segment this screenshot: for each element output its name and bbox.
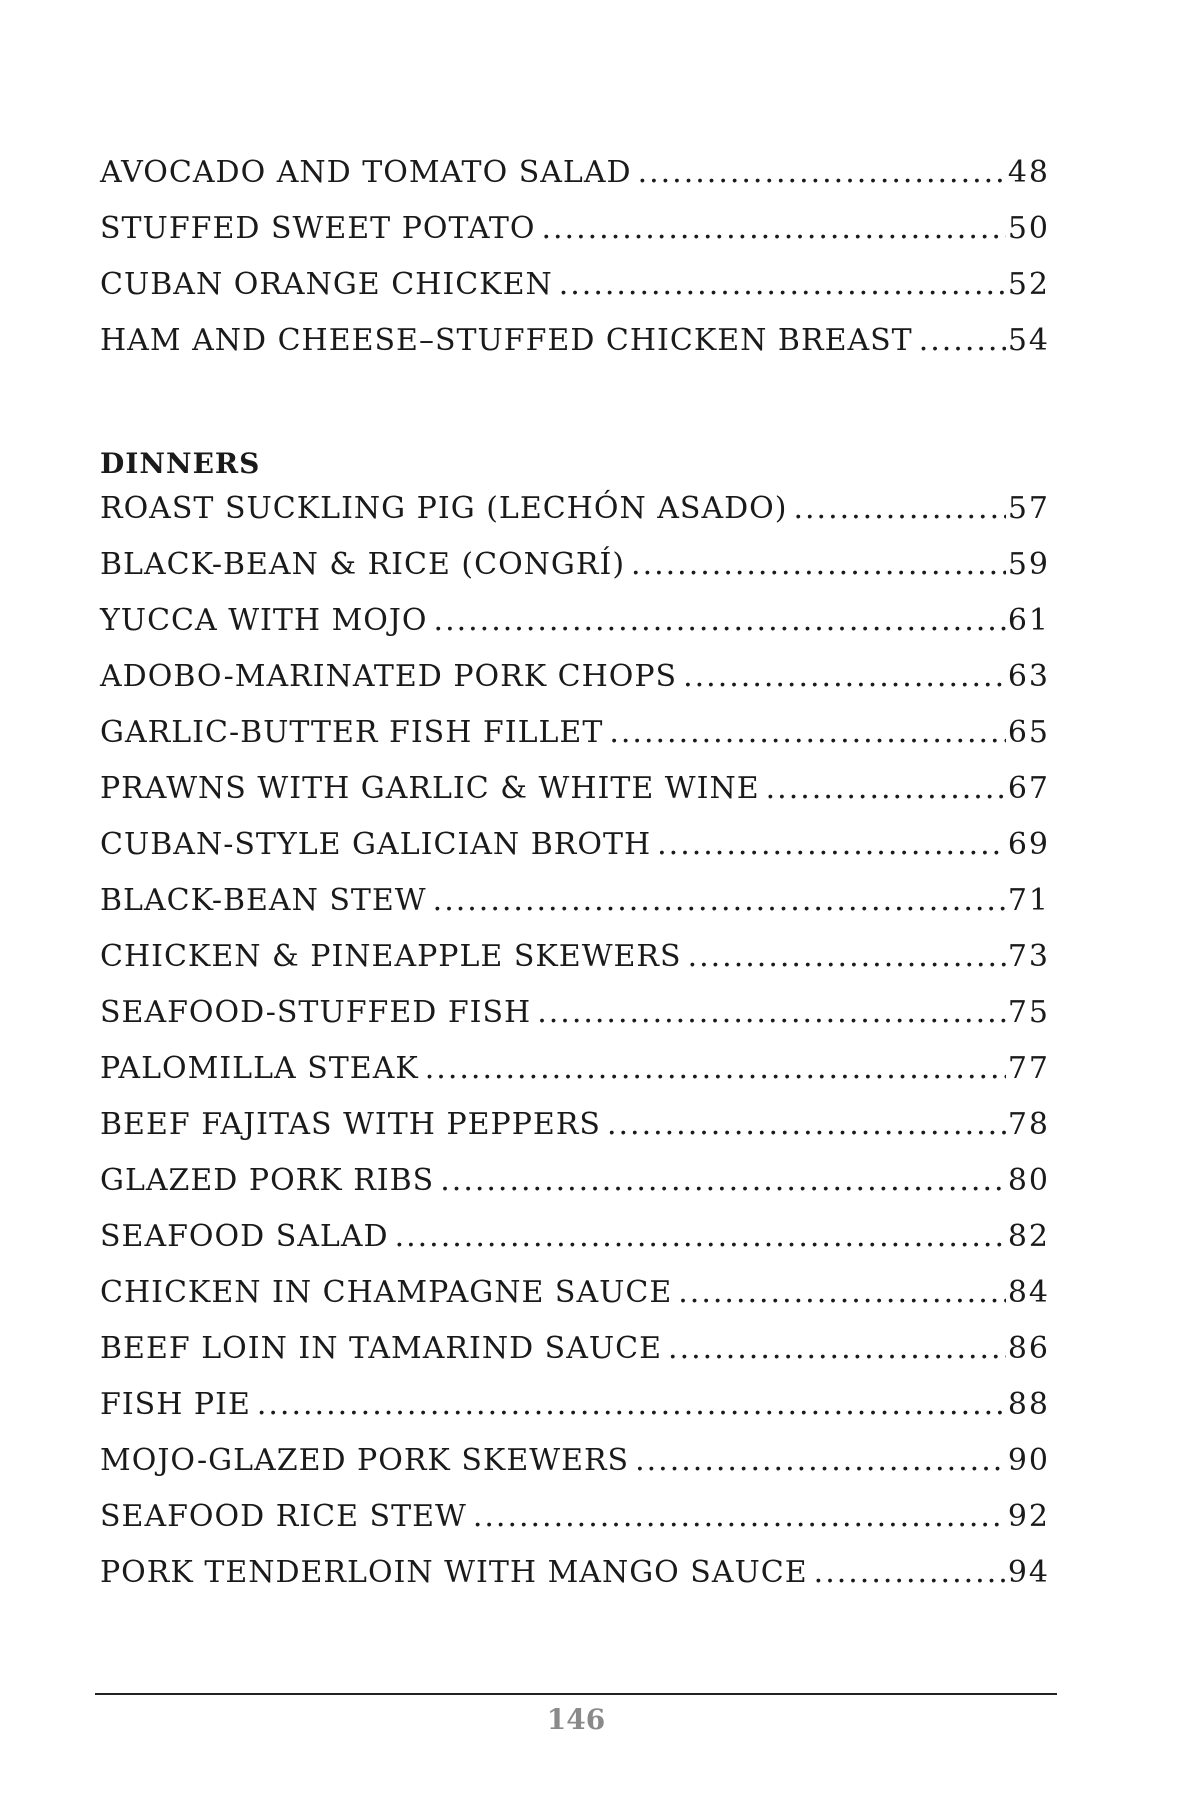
toc-entry-page-number: 90 (1007, 1443, 1050, 1478)
toc-entry-title: MOJO-GLAZED PORK SKEWERS (100, 1443, 630, 1478)
toc-entry-title: PALOMILLA STEAK (100, 1051, 419, 1086)
dot-leader (433, 883, 1006, 918)
toc-entry[interactable] (100, 715, 1050, 771)
dot-leader (257, 1387, 1006, 1422)
toc-entry-title: ROAST SUCKLING PIG (LECHÓN ASADO) (100, 491, 788, 526)
dot-leader (425, 1051, 1006, 1086)
toc-entry[interactable] (100, 155, 1050, 211)
toc-entry-page-number: 84 (1007, 1275, 1050, 1310)
section-spacer (100, 379, 1050, 435)
toc-entry-title: SEAFOOD SALAD (100, 1219, 389, 1254)
toc-entry[interactable] (100, 1443, 1050, 1499)
dinner-entries-list (100, 491, 1050, 1611)
toc-entry-title: FISH PIE (100, 1387, 251, 1422)
toc-entry-page-number: 57 (1007, 491, 1050, 526)
toc-entry[interactable] (100, 659, 1050, 715)
toc-entry[interactable] (100, 1499, 1050, 1555)
toc-entry[interactable] (100, 1275, 1050, 1331)
dot-leader (657, 827, 1006, 862)
toc-entry-title: AVOCADO AND TOMATO SALAD (100, 155, 632, 190)
lunch-entries-list (100, 155, 1050, 379)
toc-entry-page-number: 86 (1007, 1331, 1050, 1366)
toc-entry-title: CUBAN ORANGE CHICKEN (100, 267, 553, 302)
toc-entry-page-number: 75 (1007, 995, 1050, 1030)
toc-entry-title: CHICKEN IN CHAMPAGNE SAUCE (100, 1275, 673, 1310)
dot-leader (473, 1499, 1006, 1534)
toc-entry-page-number: 59 (1007, 547, 1050, 582)
toc-entry-title: BLACK-BEAN & RICE (CONGRÍ) (100, 547, 626, 582)
toc-entry-title: GARLIC-BUTTER FISH FILLET (100, 715, 604, 750)
toc-entry[interactable] (100, 1219, 1050, 1275)
toc-entry[interactable] (100, 883, 1050, 939)
toc-entry-page-number: 94 (1007, 1555, 1050, 1590)
dot-leader (537, 995, 1006, 1030)
toc-entry-page-number: 48 (1007, 155, 1050, 190)
dot-leader (793, 491, 1005, 526)
toc-entry[interactable] (100, 491, 1050, 547)
toc-entry[interactable] (100, 603, 1050, 659)
dot-leader (678, 1275, 1006, 1310)
toc-entry-title: PORK TENDERLOIN WITH MANGO SAUCE (100, 1555, 808, 1590)
toc-entry-title: PRAWNS WITH GARLIC & WHITE WINE (100, 771, 760, 806)
dot-leader (635, 1443, 1006, 1478)
toc-entry-page-number: 65 (1007, 715, 1050, 750)
toc-entry-page-number: 69 (1007, 827, 1050, 862)
dot-leader (559, 267, 1006, 302)
toc-entry-page-number: 50 (1007, 211, 1050, 246)
toc-entry-title: YUCCA WITH MOJO (100, 603, 428, 638)
toc-entry[interactable] (100, 995, 1050, 1051)
toc-entry[interactable] (100, 827, 1050, 883)
toc-entry-title: CHICKEN & PINEAPPLE SKEWERS (100, 939, 682, 974)
toc-entry[interactable] (100, 1331, 1050, 1387)
toc-entry[interactable] (100, 1107, 1050, 1163)
toc-entry-page-number: 63 (1007, 659, 1050, 694)
toc-entry-title: GLAZED PORK RIBS (100, 1163, 435, 1198)
toc-entry[interactable] (100, 547, 1050, 603)
toc-entry-page-number: 54 (1007, 323, 1050, 358)
dot-leader (683, 659, 1006, 694)
toc-entry-page-number: 73 (1007, 939, 1050, 974)
toc-entry-title: STUFFED SWEET POTATO (100, 211, 536, 246)
toc-entry-title: HAM AND CHEESE–STUFFED CHICKEN BREAST (100, 323, 913, 358)
dot-leader (668, 1331, 1006, 1366)
dot-leader (440, 1163, 1006, 1198)
page-number: 146 (546, 1703, 606, 1736)
toc-entry-title: SEAFOOD-STUFFED FISH (100, 995, 532, 1030)
toc-entry[interactable] (100, 323, 1050, 379)
toc-entry[interactable] (100, 211, 1050, 267)
toc-entry-page-number: 77 (1007, 1051, 1050, 1086)
toc-entry[interactable] (100, 267, 1050, 323)
toc-entry[interactable] (100, 1387, 1050, 1443)
toc-entry-title: CUBAN-STYLE GALICIAN BROTH (100, 827, 652, 862)
dot-leader (631, 547, 1006, 582)
dot-leader (638, 155, 1006, 190)
toc-entry-page-number: 82 (1007, 1219, 1050, 1254)
toc-entry-page-number: 71 (1007, 883, 1050, 918)
toc-entry-page-number: 67 (1007, 771, 1050, 806)
toc-entry-title: BEEF FAJITAS WITH PEPPERS (100, 1107, 601, 1142)
dot-leader (609, 715, 1005, 750)
toc-entry[interactable] (100, 1555, 1050, 1611)
dot-leader (434, 603, 1006, 638)
toc-entry-page-number: 80 (1007, 1163, 1050, 1198)
toc-entry-page-number: 52 (1007, 267, 1050, 302)
toc-entry-page-number: 92 (1007, 1499, 1050, 1534)
dot-leader (688, 939, 1006, 974)
toc-entry[interactable] (100, 1051, 1050, 1107)
toc-entry-title: BLACK-BEAN STEW (100, 883, 427, 918)
toc-entry[interactable] (100, 1163, 1050, 1219)
footer-rule (95, 1693, 1057, 1695)
dot-leader (395, 1219, 1006, 1254)
dot-leader (607, 1107, 1006, 1142)
toc-entry-page-number: 61 (1007, 603, 1050, 638)
toc-entry[interactable] (100, 771, 1050, 827)
dot-leader (814, 1555, 1006, 1590)
table-of-contents (100, 155, 1050, 1611)
toc-entry-title: BEEF LOIN IN TAMARIND SAUCE (100, 1331, 663, 1366)
toc-entry-title: SEAFOOD RICE STEW (100, 1499, 467, 1534)
toc-entry-page-number: 78 (1007, 1107, 1050, 1142)
toc-entry-page-number: 88 (1007, 1387, 1050, 1422)
toc-entry[interactable] (100, 939, 1050, 995)
dot-leader (919, 323, 1006, 358)
section-heading-dinners: DINNERS (100, 446, 261, 480)
dot-leader (541, 211, 1005, 246)
dot-leader (766, 771, 1006, 806)
toc-entry-title: ADOBO-MARINATED PORK CHOPS (100, 659, 678, 694)
